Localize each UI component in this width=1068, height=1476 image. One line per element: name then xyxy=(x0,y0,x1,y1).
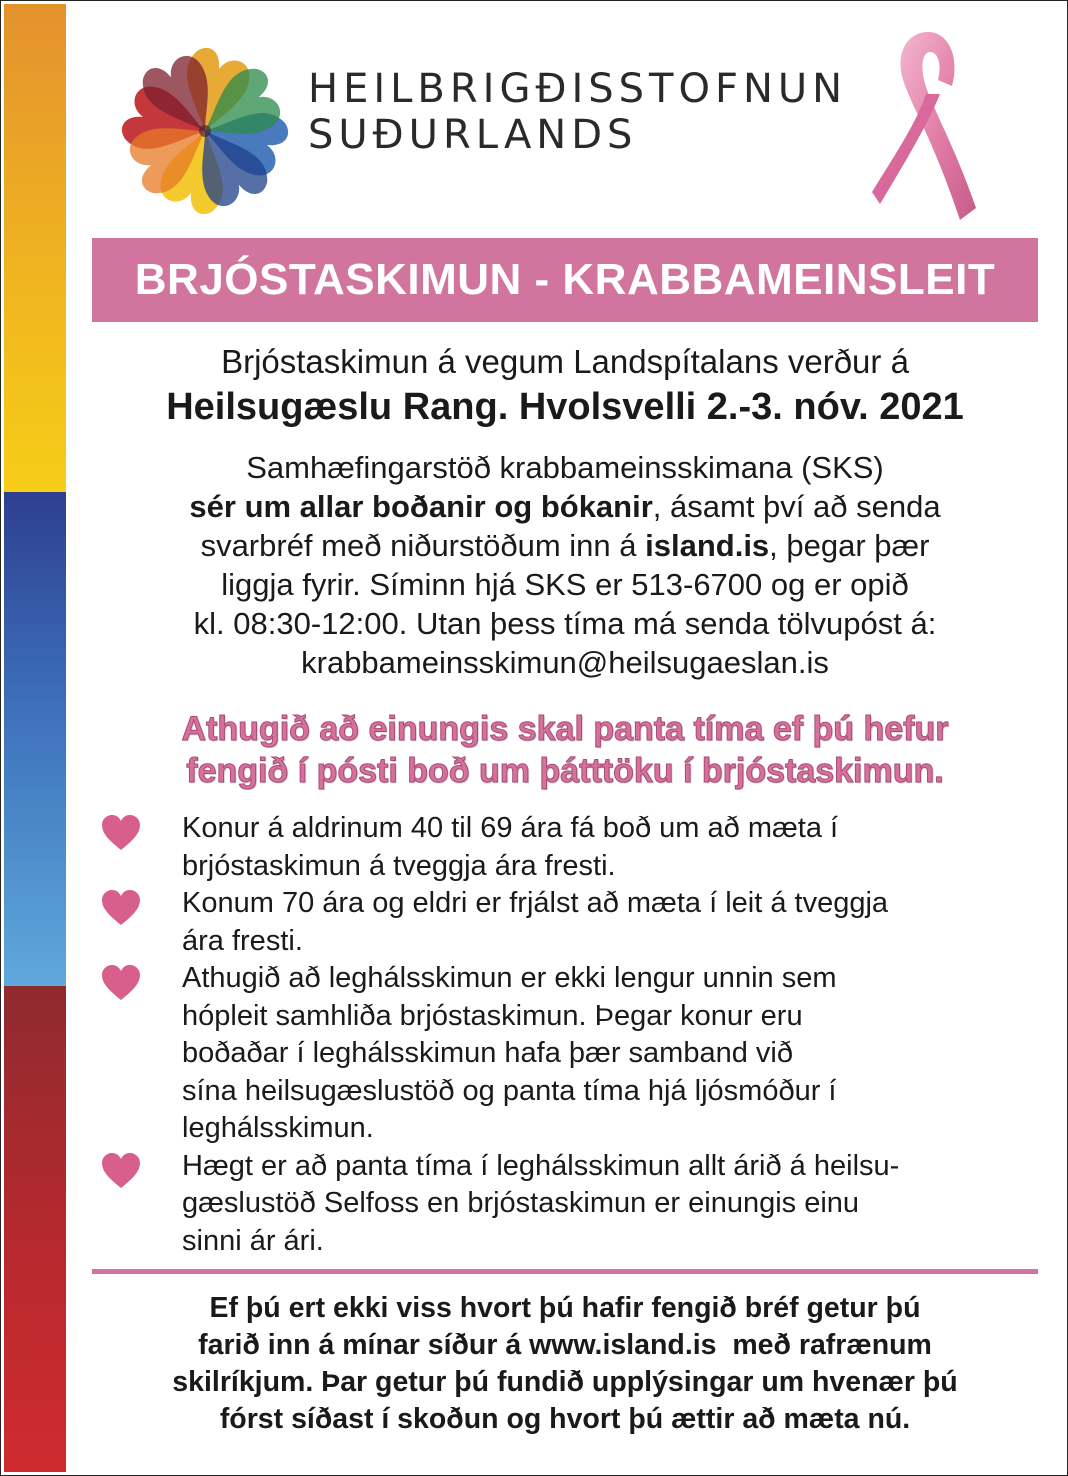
list-item xyxy=(100,1148,1040,1261)
organization-name xyxy=(308,66,847,158)
bullet1-line2: brjóstaskimun á tveggja ára fresti. xyxy=(182,849,616,882)
sidebar-yellow-band xyxy=(4,4,66,492)
footer-line3: skilríkjum. Þar getur þú fundið upplýsingar um hvenær þú xyxy=(172,1366,958,1398)
heart-icon xyxy=(100,889,142,927)
info-line2 xyxy=(92,487,1038,526)
bullet1-line1: Konur á aldrinum 40 til 69 ára fá boð um að mæta í xyxy=(182,812,839,844)
notice-line2: fengið í pósti boð um þátttöku í brjóstaskimun. xyxy=(186,752,944,790)
info-bullet-list xyxy=(100,810,1040,1260)
footer-line4: fórst síðast í skoðun og hvort þú ættir að mæta nú. xyxy=(219,1403,911,1435)
footer-line2: farið inn á mínar síður á www.island.is með rafrænum xyxy=(198,1329,932,1361)
info-line5: kl. 08:30-12:00. Utan þess tíma má senda tölvupóst á: xyxy=(193,606,937,641)
banner-title: BRJÓSTASKIMUN - KRABBAMEINSLEIT xyxy=(134,255,996,304)
info-paragraph xyxy=(92,448,1038,682)
intro-location-date: Heilsugæslu Rang. Hvolsvelli 2.-3. nóv. 2021 xyxy=(166,386,964,428)
title-banner xyxy=(92,238,1038,322)
bullet3-line4: sína heilsugæslustöð og panta tíma hjá ljósmóður í xyxy=(182,1074,837,1107)
contact-email: krabbameinsskimun@heilsugaeslan.is xyxy=(301,645,829,680)
heart-icon xyxy=(100,964,142,1002)
heart-icon xyxy=(100,814,142,852)
list-item xyxy=(100,960,1040,1148)
list-item xyxy=(100,885,1040,960)
list-item xyxy=(100,810,1040,885)
info-line1: Samhæfingarstöð krabbameinsskimana (SKS) xyxy=(246,450,884,485)
bullet2-line1: Konum 70 ára og eldri er frjálst að mæta í leit á tveggja xyxy=(182,887,889,919)
bullet3-line3: boðaðar í leghálsskimun hafa þær samband við xyxy=(182,1037,793,1069)
organization-name-line1: HEILBRIGÐISSTOFNUN xyxy=(308,66,848,112)
footer-text xyxy=(92,1290,1038,1438)
info-line3-b: , þegar þær xyxy=(769,528,930,563)
bullet3-line2: hópleit samhliða brjóstaskimun. Þegar konur eru xyxy=(182,999,803,1032)
island-is-bold: island.is xyxy=(645,528,770,563)
sidebar-blue-band xyxy=(4,492,66,986)
heart-icon xyxy=(100,1152,142,1190)
info-line2-rest: , ásamt því að senda xyxy=(652,489,941,524)
intro-line1: Brjóstaskimun á vegum Landspítalans verður á xyxy=(221,343,909,380)
bullet3-line1: Athugið að leghálsskimun er ekki lengur unnin sem xyxy=(182,962,837,994)
color-sidebar xyxy=(4,4,66,1472)
notice-line1: Athugið að einungis skal panta tíma ef þú hefur xyxy=(181,710,949,748)
footer-line1: Ef þú ert ekki viss hvort þú hafir fengið bréf getur þú xyxy=(209,1292,921,1324)
hsu-logo-icon xyxy=(118,44,292,218)
sidebar-red-band xyxy=(4,986,66,1472)
notice-text xyxy=(92,708,1038,792)
bullet4-line3: sinni ár ári. xyxy=(182,1224,324,1257)
info-line4: liggja fyrir. Síminn hjá SKS er 513-6700 og er opið xyxy=(221,567,909,602)
organization-name-line2: SUÐURLANDS xyxy=(308,112,638,158)
info-line3 xyxy=(92,526,1038,565)
divider xyxy=(92,1269,1038,1274)
bullet2-line2: ára fresti. xyxy=(182,924,303,957)
bullet4-line2: gæslustöð Selfoss en brjóstaskimun er einungis einu xyxy=(182,1187,860,1219)
bullet3-line5: leghálsskimun. xyxy=(182,1112,374,1144)
bullet4-line1: Hægt er að panta tíma í leghálsskimun allt árið á heilsu- xyxy=(182,1149,900,1182)
info-line3-a: svarbréf með niðurstöðum inn á xyxy=(200,528,646,563)
info-line2-bold: sér um allar boðanir og bókanir xyxy=(189,489,653,524)
pink-ribbon-icon xyxy=(868,24,988,224)
